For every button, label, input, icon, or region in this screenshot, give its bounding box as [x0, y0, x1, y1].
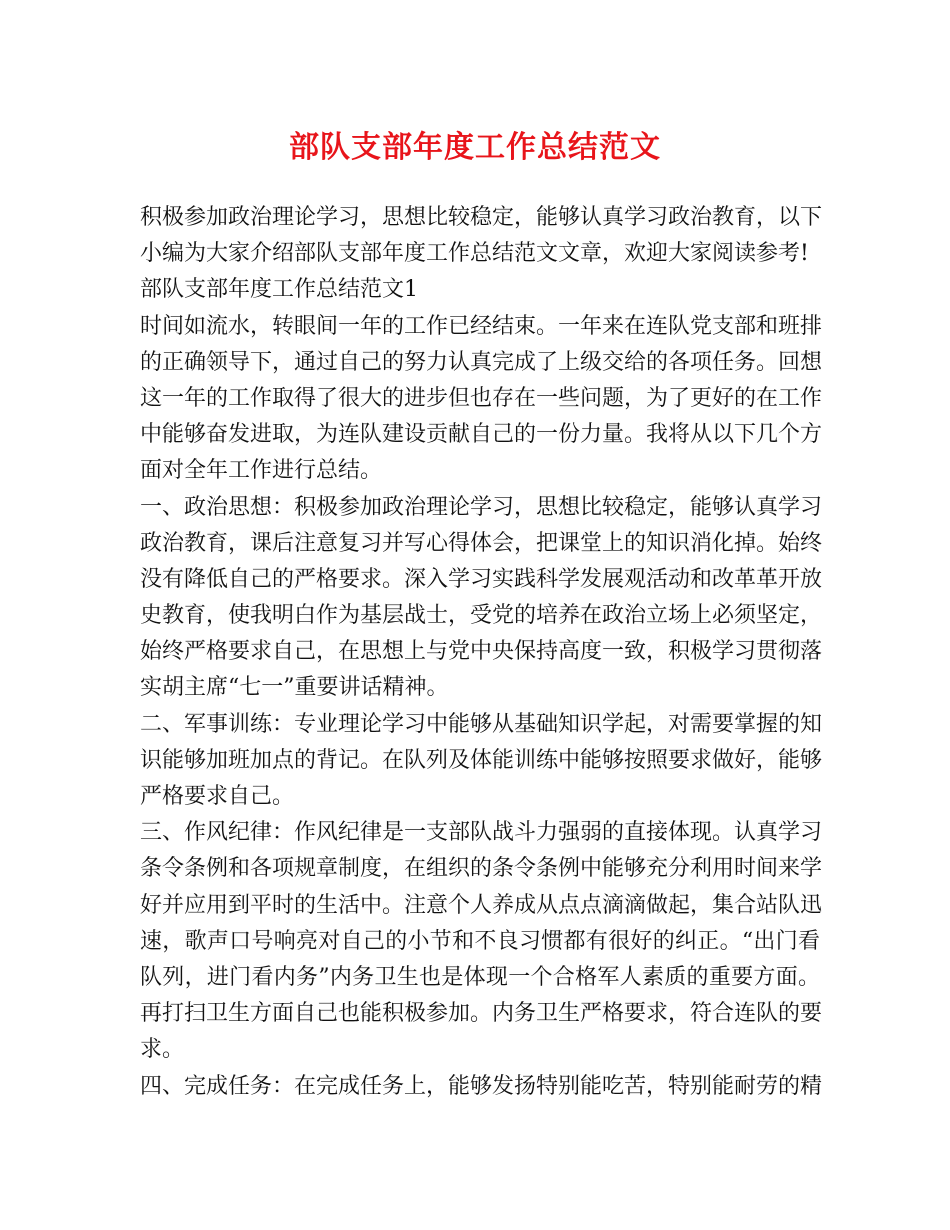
document-title: 部队支部年度工作总结范文 — [289, 130, 661, 165]
body-line: 二、军事训练：专业理论学习中能够从基础知识学起，对需要掌握的知 — [140, 711, 823, 737]
body-line: 一、政治思想：积极参加政治理论学习，思想比较稳定，能够认真学习 — [140, 494, 823, 520]
body-line: 四、完成任务：在完成任务上，能够发扬特别能吃苦，特别能耐劳的精 — [140, 1073, 823, 1099]
body-line: 队列，进门看内务”内务卫生也是体现一个合格军人素质的重要方面。 — [140, 964, 820, 990]
body-line: 史教育，使我明白作为基层战士，受党的培养在政治立场上必须坚定， — [140, 603, 823, 629]
body-line: 求。 — [140, 1037, 185, 1063]
body-line: 部队支部年度工作总结范文1 — [140, 277, 418, 303]
body-line: 政治教育，课后注意复习并写心得体会，把课堂上的知识消化掉。始终 — [140, 530, 823, 556]
body-line: 的正确领导下，通过自己的努力认真完成了上级交给的各项任务。回想 — [140, 349, 823, 375]
body-line: 再打扫卫生方面自己也能积极参加。内务卫生严格要求，符合连队的要 — [140, 1001, 823, 1027]
body-line: 中能够奋发进取，为连队建设贡献自己的一份力量。我将从以下几个方 — [140, 422, 823, 448]
body-line: 识能够加班加点的背记。在队列及体能训练中能够按照要求做好，能够 — [140, 747, 823, 773]
body-line: 三、作风纪律：作风纪律是一支部队战斗力强弱的直接体现。认真学习 — [140, 820, 823, 846]
body-line: 面对全年工作进行总结。 — [140, 458, 383, 484]
body-line: 严格要求自己。 — [140, 784, 295, 809]
body-line: 没有降低自己的严格要求。深入学习实践科学发展观活动和改革革开放 — [140, 566, 823, 592]
body-line: 实胡主席“七一”重要讲话精神。 — [140, 675, 449, 701]
body-line: 时间如流水，转眼间一年的工作已经结束。一年来在连队党支部和班排 — [140, 313, 823, 339]
document-body — [140, 200, 823, 1105]
body-line: 好并应用到平时的生活中。注意个人养成从点点滴滴做起，集合站队迅 — [140, 892, 823, 918]
body-line: 速，歌声口号响亮对自己的小节和不良习惯都有很好的纠正。“出门看 — [140, 928, 820, 954]
body-line: 这一年的工作取得了很大的进步但也存在一些问题，为了更好的在工作 — [140, 385, 823, 411]
body-line: 小编为大家介绍部队支部年度工作总结范文文章，欢迎大家阅读参考! — [140, 241, 809, 267]
body-line: 条令条例和各项规章制度，在组织的条令条例中能够充分利用时间来学 — [140, 856, 823, 882]
body-line: 积极参加政治理论学习，思想比较稳定，能够认真学习政治教育，以下 — [140, 205, 823, 230]
body-line: 始终严格要求自己，在思想上与党中央保持高度一致，积极学习贯彻落 — [140, 639, 823, 665]
